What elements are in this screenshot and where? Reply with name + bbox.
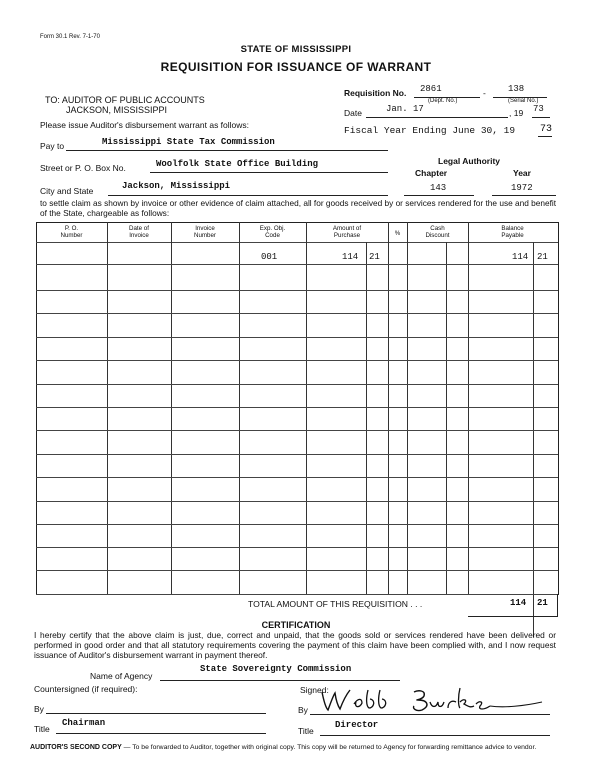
charge-table <box>36 222 558 617</box>
cents-divider <box>446 242 447 594</box>
row-line <box>36 407 558 408</box>
col-divider <box>239 222 240 594</box>
date-value: Jan. 17 <box>386 104 424 114</box>
fiscal-year-label: Fiscal Year Ending June 30, 19 <box>344 125 516 136</box>
countersigned-label: Countersigned (if required): <box>34 684 138 694</box>
col-header-exp-obj-code: Exp. Obj. Code <box>259 225 286 239</box>
pay-to-value: Mississippi State Tax Commission <box>102 137 275 147</box>
row-line <box>36 337 558 338</box>
row-line <box>36 501 558 502</box>
row1-exp-obj-code: 001 <box>261 252 278 262</box>
handwritten-signature-icon <box>314 684 550 716</box>
row-line <box>36 477 558 478</box>
row1-amount-dollars: 114 <box>342 252 359 262</box>
row-line <box>36 430 558 431</box>
col-divider <box>107 222 108 594</box>
date-label: Date <box>344 108 362 118</box>
serial-no-caption: (Serial No.) <box>508 98 539 104</box>
agency-label: Name of Agency <box>90 671 153 681</box>
col-header-percent: % <box>394 230 401 237</box>
row1-balance-dollars: 114 <box>512 252 529 262</box>
footer-text: To be forwarded to Auditor, together with original copy. This copy will be returned to Agency for forwarding remittance advice to vendor. <box>132 744 537 751</box>
title-label-right: Title <box>298 726 314 736</box>
title-label-left: Title <box>34 724 50 734</box>
req-dash: - <box>483 88 486 98</box>
row1-amount-cents: 21 <box>369 252 380 262</box>
title-underline-right <box>320 735 550 736</box>
col-divider <box>171 222 172 594</box>
col-divider <box>388 222 389 594</box>
col-header-po: P. O. Number <box>60 225 83 239</box>
col-header-cash-discount: Cash Discount <box>425 225 450 239</box>
date-underline <box>366 117 508 118</box>
row-line <box>36 524 558 525</box>
row-line <box>36 360 558 361</box>
date-year-prefix: , 19 <box>509 108 524 118</box>
title-underline-left <box>56 733 266 734</box>
requisition-label: Requisition No. <box>344 88 407 98</box>
row1-balance-cents: 21 <box>537 252 548 262</box>
by-underline-left <box>46 713 266 714</box>
dept-no-caption: (Dept. No.) <box>428 98 458 104</box>
table-header-rule <box>36 242 558 243</box>
certification-title: CERTIFICATION <box>261 620 331 630</box>
by-label-left: By <box>34 704 44 714</box>
footer-dash: — <box>123 744 131 751</box>
row-line <box>36 547 558 548</box>
cents-divider <box>533 242 534 637</box>
year-underline <box>492 195 556 196</box>
addressee-line2: JACKSON, MISSISSIPPI <box>66 105 168 115</box>
pay-to-label: Pay to <box>40 141 65 151</box>
copy-label: AUDITOR'S SECOND COPY <box>30 744 122 751</box>
row-line <box>36 290 558 291</box>
col-header-invoice-number: Invoice Number <box>193 225 216 239</box>
cents-divider <box>366 242 367 594</box>
total-dollars: 114 <box>510 598 527 608</box>
row-line <box>36 384 558 385</box>
city-underline <box>108 195 388 196</box>
year-value: 1972 <box>511 183 533 193</box>
total-cents: 21 <box>537 598 548 608</box>
col-divider <box>407 222 408 594</box>
certification-text: I hereby certify that the above claim is just, due, correct and unpaid, that the goods sold or services rendered have been delivered or performed in good order and that all statutory requirements covering the payment of this claim have been complied with, and I now request issuance of Auditor's disbursement warrant in payment thereof. <box>34 630 556 660</box>
row-line <box>36 264 558 265</box>
row-line <box>36 313 558 314</box>
street-underline <box>150 172 388 173</box>
chapter-label: Chapter <box>415 168 448 178</box>
street-label: Street or P. O. Box No. <box>40 163 126 173</box>
serial-no-value: 138 <box>508 84 525 94</box>
state-heading: STATE OF MISSISSIPPI <box>240 44 352 55</box>
dept-no-value: 2861 <box>420 84 442 94</box>
right-title-value: Director <box>335 720 379 730</box>
pay-to-underline <box>66 150 388 151</box>
date-year-value: 73 <box>533 104 544 114</box>
col-header-amount: Amount of Purchase <box>332 225 362 239</box>
form-title: REQUISITION FOR ISSUANCE OF WARRANT <box>160 60 432 74</box>
city-label: City and State <box>40 186 94 196</box>
chapter-value: 143 <box>430 183 447 193</box>
agency-value: State Sovereignty Commission <box>200 664 352 674</box>
col-divider <box>468 222 469 594</box>
signed-label: Signed: <box>300 685 329 695</box>
chapter-underline <box>404 195 474 196</box>
left-title-value: Chairman <box>62 718 106 728</box>
table-border <box>36 222 559 595</box>
fiscal-year-value: 73 <box>540 124 553 135</box>
date-year-underline <box>532 117 550 118</box>
city-value: Jackson, Mississippi <box>122 181 231 191</box>
legal-authority-label: Legal Authority <box>438 156 501 166</box>
settle-text: to settle claim as shown by invoice or other evidence of claim attached, all for goods received by or services rendered for the use and benefit of the State, chargeable as follows: <box>40 198 557 218</box>
by-label-right: By <box>298 705 308 715</box>
col-header-date-invoice: Date of Invoice <box>129 225 149 239</box>
total-label: TOTAL AMOUNT OF THIS REQUISITION . . . <box>248 599 423 609</box>
row-line <box>36 570 558 571</box>
footer-note <box>30 744 556 752</box>
col-divider <box>306 222 307 594</box>
instruction-text: Please issue Auditor's disbursement warrant as follows: <box>40 120 250 130</box>
addressee-line1: TO: AUDITOR OF PUBLIC ACCOUNTS <box>45 95 205 105</box>
row-line <box>36 454 558 455</box>
col-header-balance: Balance Payable <box>501 225 524 239</box>
street-value: Woolfolk State Office Building <box>156 159 319 169</box>
form-id: Form 30.1 Rev. 7-1-70 <box>40 34 100 40</box>
agency-underline <box>160 680 400 681</box>
year-label: Year <box>513 168 531 178</box>
fiscal-year-underline <box>538 136 552 137</box>
